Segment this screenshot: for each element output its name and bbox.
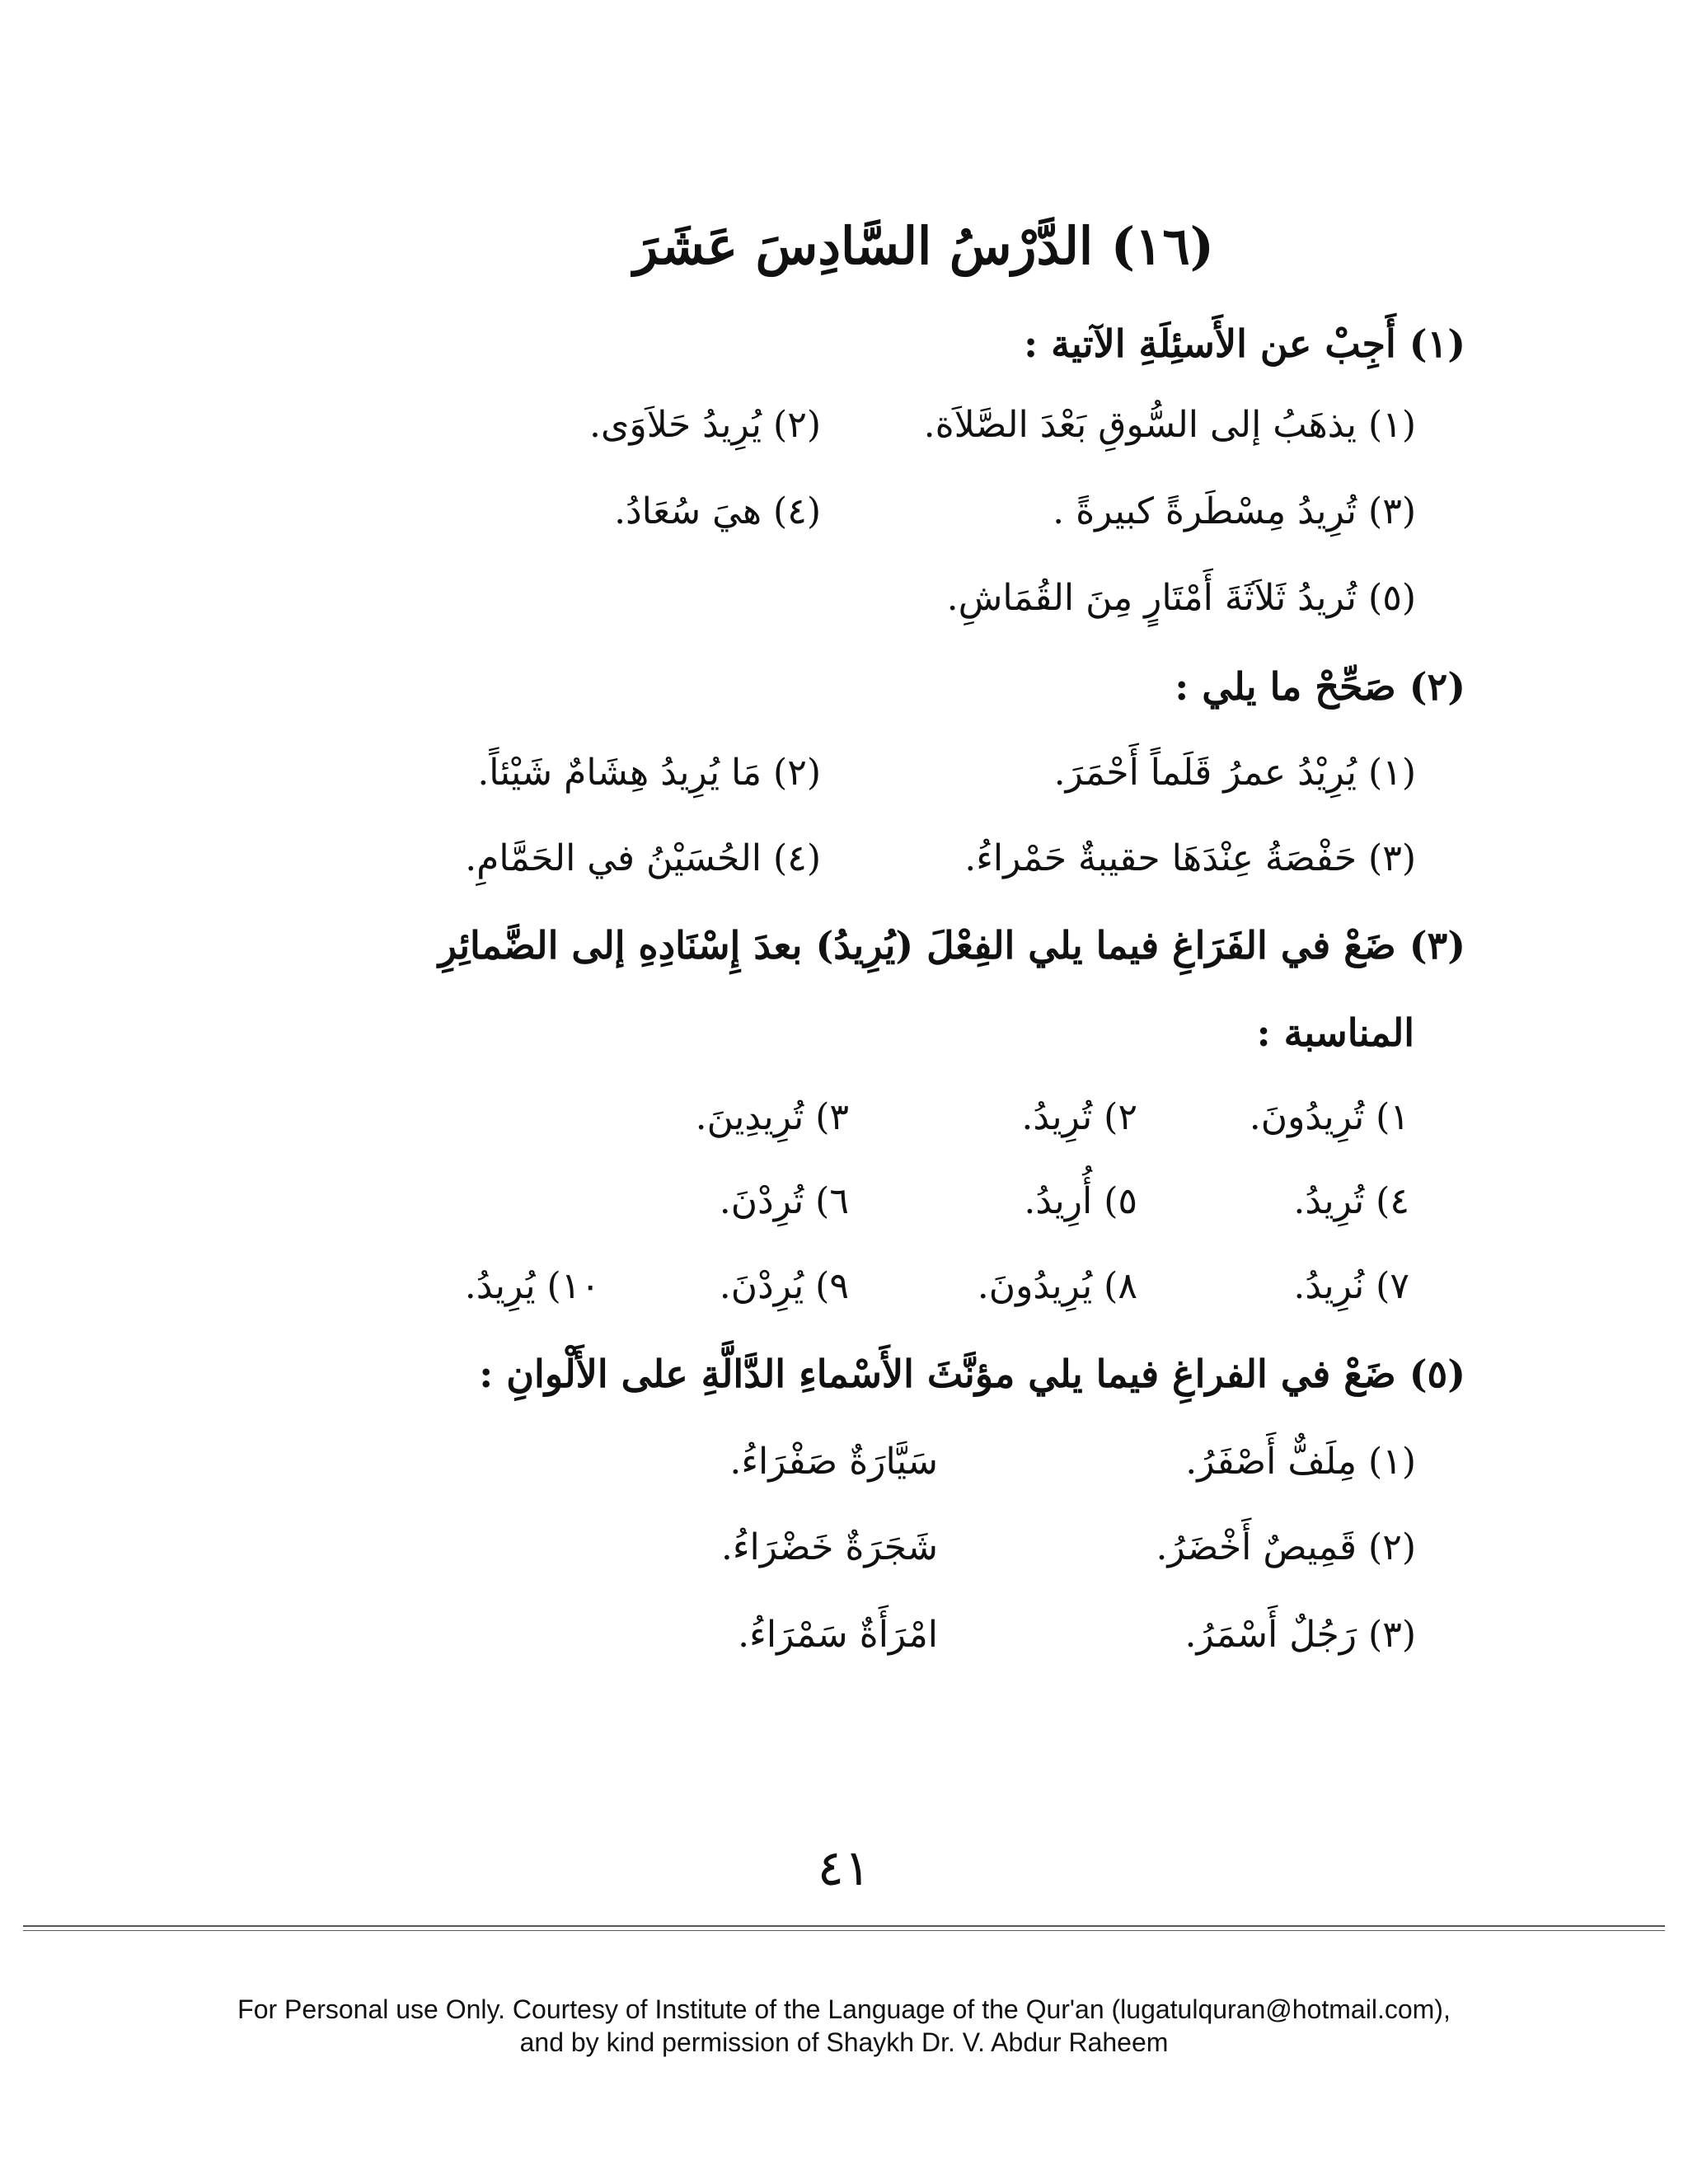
- section-5-heading: (٥) ضَعْ في الفراغِ فيما يلي مؤنَّثَ الأَسْماءِ الدَّالَّةِ على الأَلْوانِ :: [479, 1352, 1465, 1396]
- conjugation-item: ٨) يُرِيدُونَ.: [977, 1265, 1137, 1307]
- conjugation-item: ٧) نُرِيدُ.: [1293, 1265, 1409, 1307]
- divider-line: [23, 1925, 1665, 1927]
- color-item: (٣) رَجُلٌ أَسْمَرُ.: [1184, 1614, 1416, 1656]
- section-2-heading: (٢) صَحِّحْ ما يلي :: [1175, 664, 1465, 709]
- conjugation-item: ٣) تُرِيدِينَ.: [695, 1096, 849, 1138]
- footer-credit-line-1: For Personal use Only. Courtesy of Institute of the Language of the Qur'an (lugatulquran@hotmail.com),: [237, 1994, 1451, 2024]
- divider-line-thin: [23, 1930, 1665, 1931]
- section-1-heading: (١) أَجِبْ عن الأَسئِلَةِ الآتية :: [1024, 321, 1465, 366]
- correction-item: (٤) الحُسَيْنُ في الحَمَّامِ.: [465, 837, 821, 879]
- answer-item: (٤) هيَ سُعَادُ.: [614, 490, 821, 532]
- page-number: ٤١: [817, 1840, 871, 1897]
- conjugation-item: ٥) أُرِيدُ.: [1024, 1180, 1137, 1222]
- conjugation-item: ١) تُرِيدُونَ.: [1249, 1096, 1409, 1138]
- correction-item: (١) يُرِيْدُ عمرُ قَلَماً أَحْمَرَ.: [1053, 752, 1416, 794]
- section-3-heading: (٣) ضَعْ في الفَرَاغِ فيما يلي الفِعْلَ (يُرِيدُ) بعدَ إِسْنَادِهِ إلى الضَّمائِرِ: [438, 923, 1465, 968]
- conjugation-item: ٢) تُرِيدُ.: [1021, 1096, 1137, 1138]
- conjugation-item: ٩) يُرِدْنَ.: [719, 1265, 849, 1307]
- color-item: شَجَرَةٌ خَضْرَاءُ.: [720, 1526, 938, 1568]
- color-item: (١) مِلَفٌّ أَصْفَرُ.: [1185, 1441, 1416, 1483]
- color-item: سَيَّارَةٌ صَفْرَاءُ.: [729, 1441, 938, 1483]
- footer-credit-line-2: and by kind permission of Shaykh Dr. V. Abdur Raheem: [519, 2027, 1169, 2057]
- page-title: (١٦) الدَّرْسُ السَّادِسَ عَشَرَ: [633, 216, 1214, 276]
- answer-item: (٢) يُرِيدُ حَلاَوَى.: [589, 404, 821, 446]
- answer-item: (٥) تُريدُ ثَلاَثَةَ أَمْتَارٍ مِنَ القُمَاشِ.: [946, 577, 1416, 619]
- answer-item: (٣) تُرِيدُ مِسْطَرةً كبيرةً .: [1053, 490, 1416, 532]
- conjugation-item: ٦) تُرِدْنَ.: [719, 1180, 849, 1222]
- answer-item: (١) يذهَبُ إلى السُّوقِ بَعْدَ الصَّلاَة.: [923, 404, 1416, 446]
- color-item: (٢) قَمِيصٌ أَخْضَرُ.: [1156, 1526, 1416, 1568]
- correction-item: (٢) مَا يُرِيدُ هِشَامٌ شَيْئاً.: [477, 752, 821, 794]
- conjugation-item: ١٠) يُرِيدُ.: [464, 1265, 600, 1307]
- section-3-heading-continued: المناسبة :: [1256, 1010, 1414, 1055]
- color-item: امْرَأَةٌ سَمْرَاءُ.: [738, 1614, 938, 1656]
- conjugation-item: ٤) تُرِيدُ.: [1293, 1180, 1409, 1222]
- correction-item: (٣) حَفْصَةُ عِنْدَهَا حقيبةٌ حَمْراءُ.: [964, 837, 1416, 879]
